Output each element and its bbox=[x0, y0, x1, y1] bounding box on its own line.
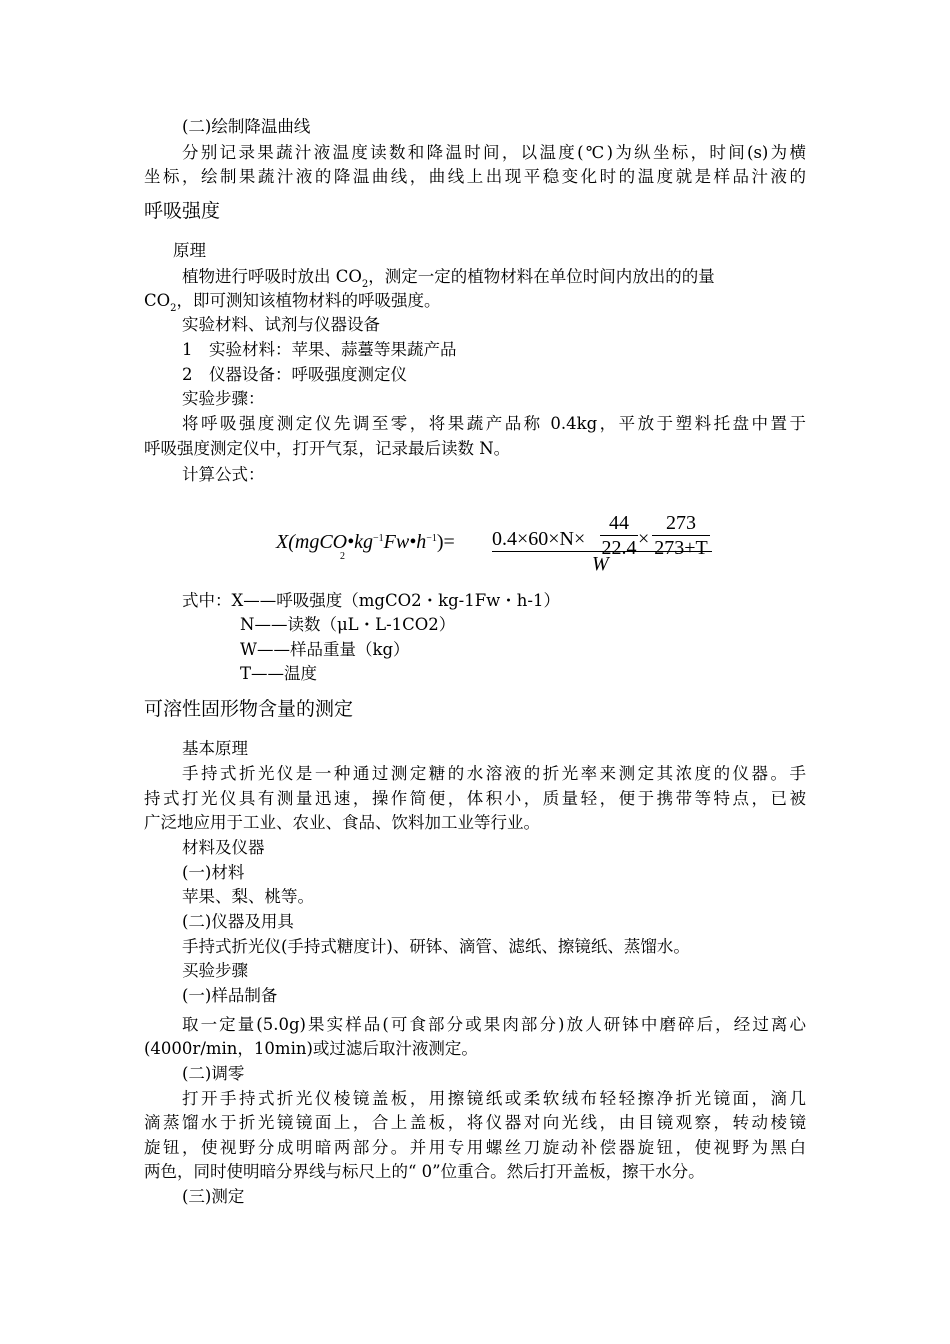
formula-superscript: −1 bbox=[426, 533, 437, 544]
paragraph-line: 广泛地应用于工业、农业、食品、饮料加工业等行业。 bbox=[144, 813, 540, 832]
variable-definition: W——样品重量（kg） bbox=[240, 640, 410, 659]
paragraph-line: 滴蒸馏水于折光镜镜面上，合上盖板，将仪器对向光线，由目镜观察，转动棱镜 bbox=[144, 1113, 806, 1132]
fraction-temperature bbox=[652, 511, 710, 560]
paragraph-line bbox=[182, 266, 715, 291]
paragraph-line: 苹果、梨、桃等。 bbox=[182, 887, 314, 906]
fraction-bottom: 22.4 bbox=[601, 537, 637, 559]
text-run: 植物进行呼吸时放出 CO bbox=[182, 267, 362, 286]
variable-definition: N——读数（μL・L-1CO2） bbox=[240, 615, 456, 634]
formula-text: )= bbox=[436, 531, 455, 553]
paragraph-line: 呼吸强度测定仪中，打开气泵，记录最后读数 N。 bbox=[144, 439, 511, 458]
subheading-principle: 原理 bbox=[173, 241, 206, 260]
formula-text: 0.4×60×N× bbox=[492, 528, 586, 550]
paragraph-line: 手持式折光仪(手持式糖度计)、研钵、滴管、滤纸、擦镜纸、蒸馏水。 bbox=[182, 937, 690, 956]
formula-subscript: 2 bbox=[340, 551, 345, 562]
subheading: (二)仪器及用具 bbox=[182, 912, 294, 931]
subscript: 2 bbox=[170, 303, 177, 314]
heading-soluble-solids: 可溶性固形物含量的测定 bbox=[144, 698, 354, 720]
respiration-formula bbox=[276, 493, 716, 583]
paragraph-line: 坐标，绘制果蔬汁液的降温曲线，曲线上出现平稳变化时的温度就是样品汁液的 bbox=[144, 167, 806, 186]
paragraph-line bbox=[144, 290, 441, 315]
formula-lhs bbox=[276, 531, 455, 562]
list-item: 2 仪器设备：呼吸强度测定仪 bbox=[182, 365, 407, 384]
subheading-experiment-steps: 买验步骤 bbox=[182, 961, 248, 980]
subheading-formula: 计算公式： bbox=[182, 465, 265, 484]
formula-fraction-bar bbox=[492, 551, 712, 552]
text-run: CO bbox=[144, 291, 171, 310]
subheading-basic-principle: 基本原理 bbox=[182, 739, 248, 758]
formula-denominator: W bbox=[592, 553, 609, 575]
list-item: 1 实验材料：苹果、蒜薹等果蔬产品 bbox=[182, 340, 457, 359]
formula-text: × bbox=[638, 528, 650, 550]
subscript: 2 bbox=[361, 279, 369, 290]
subheading: (一)样品制备 bbox=[182, 986, 278, 1005]
formula-superscript: −1 bbox=[373, 533, 384, 544]
paragraph-line: 两色，同时使明暗分界线与标尺上的“ 0”位重合。然后打开盖板，擦干水分。 bbox=[144, 1162, 705, 1181]
paragraph-line: 持式打光仪具有测量迅速，操作简便，体积小，质量轻，便于携带等特点，已被 bbox=[144, 789, 806, 808]
subheading: (一)材料 bbox=[182, 863, 245, 882]
fraction-top: 273 bbox=[666, 512, 696, 534]
subheading: (二)调零 bbox=[182, 1064, 245, 1083]
formula-text: •kg bbox=[347, 531, 373, 553]
text-run: ，即可测知该植物材料的呼吸强度。 bbox=[176, 291, 441, 310]
paragraph-line: 分别记录果蔬汁液温度读数和降温时间，以温度(℃)为纵坐标，时间(s)为横 bbox=[182, 143, 806, 162]
subheading: (三)测定 bbox=[182, 1187, 245, 1206]
paragraph-line: (4000r/min，10min)或过滤后取汁液测定。 bbox=[144, 1039, 478, 1058]
paragraph-line: 取一定量(5.0g)果实样品(可食部分或果肉部分)放人研钵中磨碎后，经过离心 bbox=[182, 1015, 806, 1034]
subheading-materials-instruments: 材料及仪器 bbox=[182, 838, 265, 857]
fraction-bottom: 273+T bbox=[652, 535, 710, 560]
formula-text: Fw•h bbox=[383, 531, 427, 553]
variable-definition: 式中：X——呼吸强度（mgCO2・kg-1Fw・h-1） bbox=[182, 591, 561, 610]
paragraph-line: 将呼吸强度测定仪先调至零，将果蔬产品称 0.4kg，平放于塑料托盘中置于 bbox=[182, 414, 806, 433]
paragraph-line: 旋钮，使视野分成明暗两部分。并用专用螺丝刀旋动补偿器旋钮，使视野为黑白 bbox=[144, 1138, 806, 1157]
text-run: ，测定一定的植物材料在单位时间内放出的的量 bbox=[368, 267, 715, 286]
subheading-materials: 实验材料、试剂与仪器设备 bbox=[182, 315, 380, 334]
paragraph-line: 打开手持式折光仪棱镜盖板，用擦镜纸或柔软绒布轻轻擦净折光镜面，滴几 bbox=[182, 1089, 806, 1108]
variable-definition: T——温度 bbox=[240, 664, 318, 683]
formula-text: X(mgCO bbox=[276, 531, 348, 553]
paragraph-line: 手持式折光仪是一种通过测定糖的水溶液的折光率来测定其浓度的仪器。手 bbox=[182, 764, 806, 783]
section-heading-cooling-curve: (二)绘制降温曲线 bbox=[182, 117, 311, 136]
heading-respiration-intensity: 呼吸强度 bbox=[144, 200, 221, 222]
subheading-steps: 实验步骤： bbox=[182, 389, 265, 408]
fraction-top: 44 bbox=[609, 512, 629, 534]
